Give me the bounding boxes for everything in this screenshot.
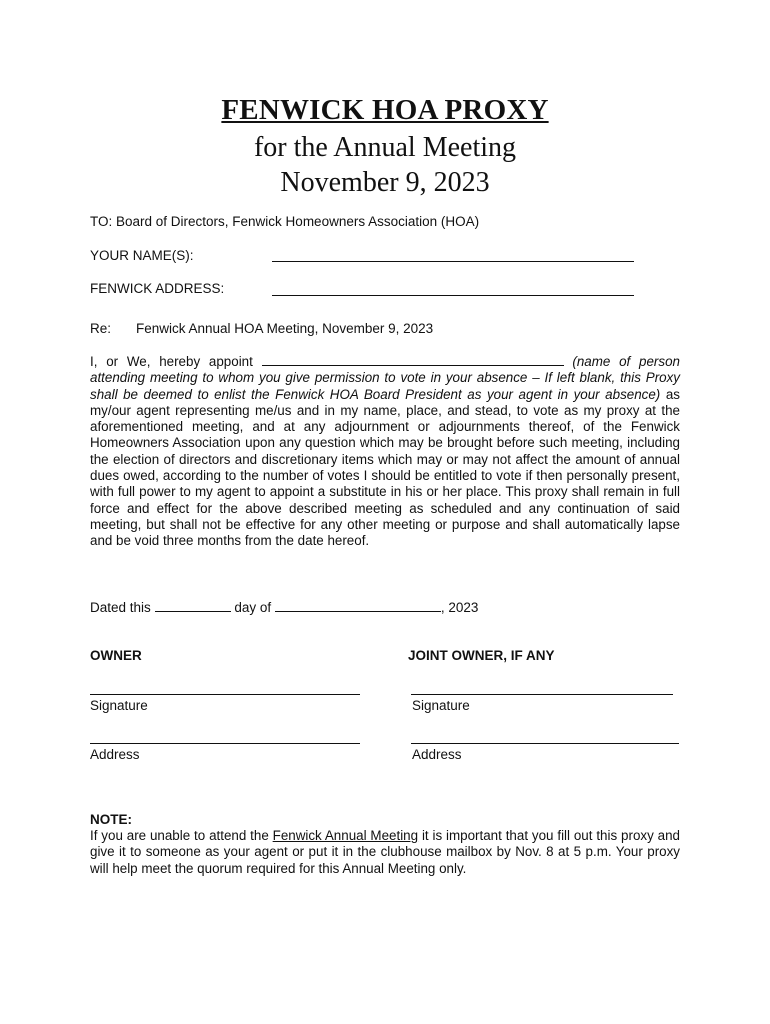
re-text: Fenwick Annual HOA Meeting, November 9, 2023 [136, 321, 434, 336]
meeting-date: November 9, 2023 [280, 167, 490, 198]
note-text-before: If you are unable to attend the [90, 828, 273, 843]
fenwick-address-field[interactable] [272, 295, 634, 296]
joint-owner-signature-field[interactable] [411, 694, 673, 695]
owner-heading: OWNER [90, 648, 142, 663]
to-line: TO: Board of Directors, Fenwick Homeowners Association (HOA) [90, 214, 480, 229]
joint-owner-heading: JOINT OWNER, IF ANY [408, 648, 555, 663]
owner-signature-field[interactable] [90, 694, 360, 695]
note-text-after: it is important that you fill out this proxy and give it to someone as your agent or put it in the clubhouse mailbox by Nov. 8 at 5 p.m. Your proxy will help meet the quorum required for this Annual Meeting only. [90, 828, 680, 876]
appointee-name-field[interactable] [262, 354, 564, 366]
joint-owner-address-field[interactable] [411, 743, 679, 744]
owner-address-label: Address [90, 747, 140, 762]
re-label: Re: [90, 321, 112, 336]
your-names-label: YOUR NAME(S): [90, 248, 194, 263]
dated-middle: day of [234, 600, 272, 615]
owner-signature-label: Signature [90, 698, 148, 713]
owner-address-field[interactable] [90, 743, 360, 744]
joint-owner-signature-label: Signature [412, 698, 470, 713]
appointment-paragraph [90, 354, 680, 550]
dated-prefix: Dated this [90, 600, 151, 615]
appoint-intro: I, or We, hereby appoint [90, 354, 253, 369]
note-paragraph [90, 828, 680, 877]
appoint-instructions: (name of person attending meeting to whom you give permission to vote in your absence – If left blank, this Proxy shall be deemed to enlist the Fenwick HOA Board President as your agent in your absence) [90, 354, 680, 402]
your-names-field[interactable] [272, 261, 634, 262]
note-meeting-reference: Fenwick Annual Meeting [272, 828, 419, 843]
appoint-body: as my/our agent representing me/us and in my name, place, and stead, to vote as my proxy at the aforementioned meeting, and at any adjournment or adjournments thereof, of the Fenwick Homeowners Association upon any question which may be brought before such meeting, including the election of directors and discretionary items which may or may not affect the amount of annual dues owed, according to the number of votes I should be entitled to vote if then personally present, with full power to my agent to appoint a substitute in his or her place. This proxy shall remain in full force and effect for the above described meeting as scheduled and any continuation of said meeting, but shall not be effective for any other meeting or purpose and shall automatically lapse and be void three months from the date hereof. [90, 386, 680, 549]
document-subtitle: for the Annual Meeting [253, 132, 517, 163]
dated-line [90, 600, 478, 615]
document-title: FENWICK HOA PROXY [221, 94, 549, 126]
fenwick-address-label: FENWICK ADDRESS: [90, 281, 225, 296]
dated-day-field[interactable] [155, 600, 231, 612]
note-heading: NOTE: [90, 812, 132, 827]
dated-month-field[interactable] [275, 600, 441, 612]
dated-suffix: , 2023 [440, 600, 479, 615]
joint-owner-address-label: Address [412, 747, 462, 762]
